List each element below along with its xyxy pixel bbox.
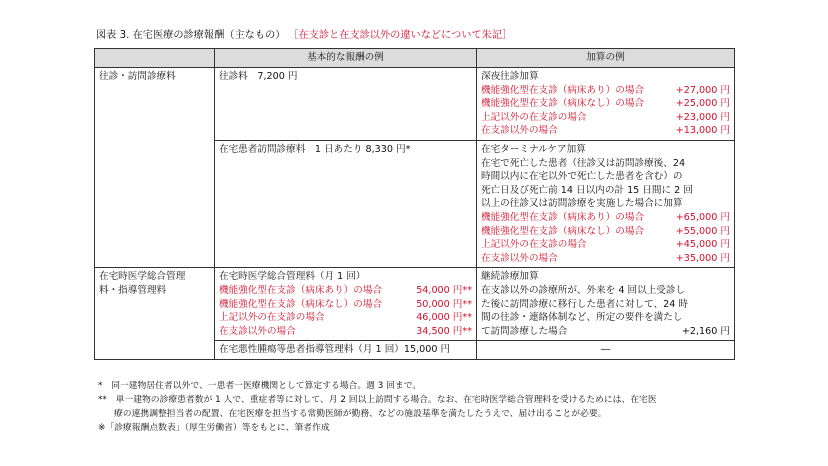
footnote-2-cont: 療の連携調整担当者の配置、在宅医療を担当する常勤医師が勤務、などの施設基準を満たしたうえで、届け出ることが必要。 <box>114 409 607 419</box>
list-item: 在支診以外の場合 +13,000 円 <box>481 125 730 137</box>
table-row <box>95 68 735 141</box>
category-cell <box>95 68 215 268</box>
figure-title <box>96 26 512 41</box>
addition-desc: 死亡日及び死亡前 14 日以内の計 15 日間に 2 回 <box>481 184 693 196</box>
addition-desc: 間の往診・連絡体制など、所定の要件を満たし <box>481 312 683 324</box>
title-note: ［在支診と在支診以外の違いなどについて朱記］ <box>293 30 513 41</box>
list-item: 機能強化型在支診（病床なし）の場合 50,000 円** <box>219 298 472 310</box>
list-item: 機能強化型在支診（病床あり）の場合 54,000 円** <box>219 284 472 296</box>
footnote-1: * 同一建物居住者以外で、一患者一医療機関として算定する場合。週 3 回まで。 <box>98 381 422 391</box>
basic-text: 在宅患者訪問診療料 1 日あたり 8,330 円* <box>219 143 411 155</box>
basic-cell <box>215 140 477 267</box>
category-cell <box>95 268 215 360</box>
header-addition: 加算の例 <box>477 49 735 68</box>
addition-desc: 以上の往診又は訪問診療を実施した場合に加算 <box>481 198 683 210</box>
addition-cell <box>477 341 735 360</box>
fee-table <box>94 48 735 360</box>
addition-cell <box>477 140 735 267</box>
addition-title: 在宅ターミナルケア加算 <box>481 143 586 155</box>
addition-title: 深夜往診加算 <box>481 71 539 82</box>
list-item: 在支診以外の場合 +35,000 円 <box>481 252 730 264</box>
table-row <box>95 268 735 341</box>
addition-title: 継続診療加算 <box>481 271 539 283</box>
header-blank <box>95 49 215 68</box>
addition-desc: 在宅で死亡した患者（往診又は訪問診療後、24 <box>481 157 686 169</box>
list-item: 上記以外の在支診の場合 +45,000 円 <box>481 239 730 251</box>
basic-cell <box>215 68 477 141</box>
footnote-2: ** 単一建物の診療患者数が 1 人で、重症者等に対して、月 2 回以上訪問する場合。なお、在宅時医学総合管理料を受けるためには、在宅医 <box>98 395 657 405</box>
footnote-3: ※「診療報酬点数表」（厚生労働省）等をもとに、筆者作成 <box>98 423 330 433</box>
list-item: て訪問診療した場合 +2,160 円 <box>481 325 730 337</box>
title-text: 図表 3. 在宅医療の診療報酬（主なもの） <box>96 30 286 41</box>
header-basic: 基本的な報酬の例 <box>215 49 477 68</box>
header-row <box>95 49 735 68</box>
list-item: 機能強化型在支診（病床なし）の場合 +55,000 円 <box>481 225 730 237</box>
addition-desc: 在支診以外の診療所が、外来を 4 回以上受診し <box>481 284 686 296</box>
list-item: 在支診以外の場合 34,500 円** <box>219 325 472 337</box>
basic-text: 往診料 7,200 円 <box>219 71 298 82</box>
category-label: 料・指導管理料 <box>99 284 167 296</box>
addition-cell <box>477 268 735 341</box>
addition-cell <box>477 68 735 141</box>
dash-text: ― <box>600 344 611 356</box>
category-label: 在宅時医学総合管理 <box>99 271 186 283</box>
addition-desc: た後に訪問診療に移行した患者に対して、24 時 <box>481 298 688 310</box>
list-item: 機能強化型在支診（病床あり）の場合 +65,000 円 <box>481 211 730 223</box>
list-item: 上記以外の在支診の場合 46,000 円** <box>219 312 472 324</box>
list-item: 機能強化型在支診（病床あり）の場合 +27,000 円 <box>481 84 730 96</box>
list-item: 上記以外の在支診の場合 +23,000 円 <box>481 111 730 123</box>
basic-cell <box>215 341 477 360</box>
basic-cell <box>215 268 477 341</box>
addition-desc: 時間以内に在宅以外で死亡した患者を含む）の <box>481 171 683 183</box>
basic-title: 在宅時医学総合管理料（月 1 回） <box>219 271 366 283</box>
basic-text: 在宅悪性腫瘍等患者指導管理料（月 1 回）15,000 円 <box>219 344 451 356</box>
list-item: 機能強化型在支診（病床なし）の場合 +25,000 円 <box>481 98 730 110</box>
category-label: 往診・訪問診療料 <box>99 71 176 82</box>
